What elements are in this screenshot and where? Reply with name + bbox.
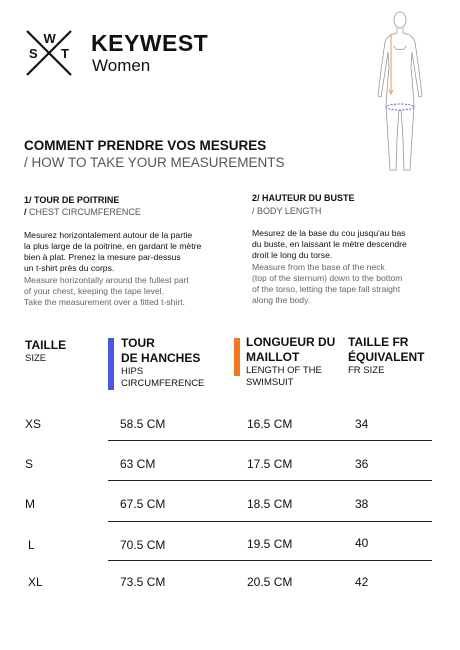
cell-length: 20.5 CM xyxy=(247,575,293,589)
body-silhouette-figure xyxy=(370,8,430,176)
cell-fr-size: 40 xyxy=(355,536,369,550)
row-divider xyxy=(108,521,432,522)
length-instructions-en: Measure from the base of the neck (top of the sternum) down to the bottom of the torso, letting the tape fall straight along the body. xyxy=(252,262,403,305)
length-section-subtitle: / BODY LENGTH xyxy=(252,206,322,216)
cell-size: XS xyxy=(25,417,42,431)
header-hips: TOUR DE HANCHES HIPS CIRCUMFERENCE xyxy=(121,336,205,389)
logo-letter-s: S xyxy=(29,46,38,61)
cell-hips: 67.5 CM xyxy=(120,497,166,511)
cell-fr-size: 38 xyxy=(355,497,369,511)
header-fr-size: TAILLE FR ÉQUIVALENT FR SIZE xyxy=(348,335,425,376)
cell-size: XL xyxy=(28,575,43,589)
chest-instructions-en: Measure horizontally around the fullest part of your chest, keeping the tape level. Take the measurement over a fitted t-shirt. xyxy=(24,275,189,307)
cell-size: M xyxy=(25,497,35,511)
cell-hips: 58.5 CM xyxy=(120,417,166,431)
cell-hips: 73.5 CM xyxy=(120,575,166,589)
logo-letter-w: W xyxy=(43,31,56,46)
logo-letter-t: T xyxy=(61,46,69,61)
cell-length: 18.5 CM xyxy=(247,497,293,511)
cell-length: 19.5 CM xyxy=(247,537,293,551)
row-divider xyxy=(108,560,432,561)
page-subtitle: / HOW TO TAKE YOUR MEASUREMENTS xyxy=(24,155,285,170)
cell-size: S xyxy=(25,457,34,471)
header-length: LONGUEUR DU MAILLOT LENGTH OF THE SWIMSUIT xyxy=(246,335,336,388)
chest-instructions-fr: Mesurez horizontalement autour de la partie la plus large de la poitrine, en gardant le mètre bien à plat. Prenez la mesure par-dessus un t-shirt près du corps. xyxy=(24,230,202,273)
swt-logo xyxy=(24,28,74,78)
cell-size: L xyxy=(28,538,35,552)
cell-hips: 63 CM xyxy=(120,457,156,471)
cell-fr-size: 34 xyxy=(355,417,369,431)
cell-length: 17.5 CM xyxy=(247,457,293,471)
cell-fr-size: 42 xyxy=(355,575,369,589)
cell-fr-size: 36 xyxy=(355,457,369,471)
header-size: TAILLE SIZE xyxy=(25,338,67,364)
cell-hips: 70.5 CM xyxy=(120,538,166,552)
length-section-title: 2/ HAUTEUR DU BUSTE xyxy=(252,193,355,203)
hips-color-bar xyxy=(108,338,114,390)
brand-subtitle: Women xyxy=(92,56,151,75)
length-instructions-fr: Mesurez de la base du cou jusqu'au bas du buste, en laissant le mètre descendre droit le long du torse. xyxy=(252,228,407,260)
chest-section-subtitle: / CHEST CIRCUMFERENCE xyxy=(24,207,141,217)
cell-length: 16.5 CM xyxy=(247,417,293,431)
brand-name: KEYWEST xyxy=(91,30,209,56)
row-divider xyxy=(108,480,432,481)
chest-section-title: 1/ TOUR DE POITRINE xyxy=(24,195,120,205)
page-title: COMMENT PRENDRE VOS MESURES xyxy=(24,138,267,153)
row-divider xyxy=(108,440,432,441)
length-color-bar xyxy=(234,338,240,376)
